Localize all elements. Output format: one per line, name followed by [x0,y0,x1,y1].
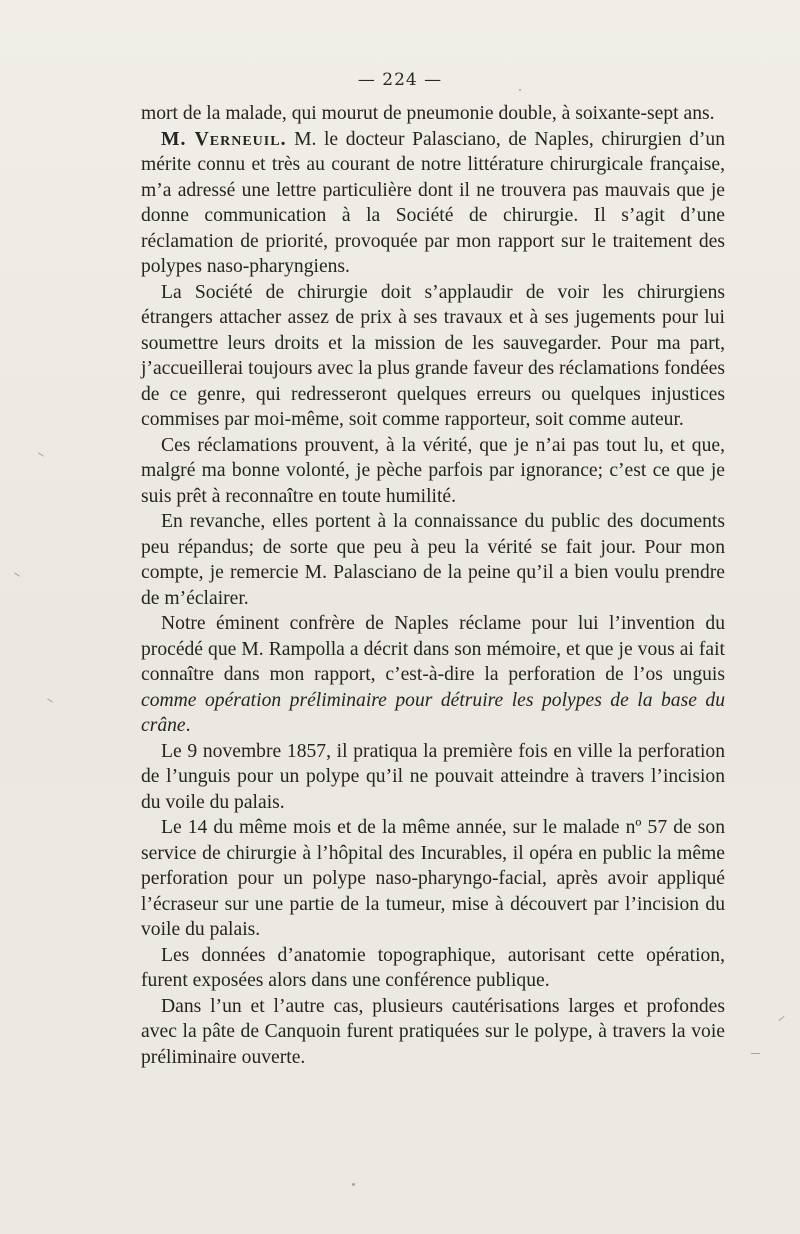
paragraph-text: Notre éminent confrère de Naples réclame pour lui l’invention du procédé que M. Rampolla a décrit dans son mémoire, et que je vous ai fait connaître dans mon rapport, c’est-à-dire la perforation de l’os unguis [141,613,725,685]
paragraph-text: Le 14 du même mois et de la même année, sur le malade nº 57 de son service de chirurgie à l’hôpital des Incurables, il opéra en public la même perforation pour un polype naso-pharyngo-facial, après avoir appliqué l’écraseur sur une partie de la tumeur, mise à découvert par l’incision du voile du palais. [141,817,725,940]
paper-speck [519,89,521,91]
margin-tick-mark [38,452,43,456]
paragraph-text: Dans l’un et l’autre cas, plusieurs cautérisations larges et profondes avec la pâte de Canquoin furent pratiquées sur le polype, à travers la voie préliminaire ouverte. [141,995,725,1068]
paragraph-9 [141,943,725,994]
paragraph-2 [141,127,725,280]
paragraph-text: Ces réclamations prouvent, à la vérité, que je n’ai pas tout lu, et que, malgré ma bonne volonté, je pèche parfois par ignorance; c’est ce que je suis prêt à reconnaître en toute humilité. [141,434,725,507]
paragraph-8 [141,815,725,943]
italic-phrase: comme opération préliminaire pour détruire les polypes de la base du crâne [141,689,725,736]
paragraph-text: Les données d’anatomie topographique, autorisant cette opération, furent exposées alors dans une conférence publique. [141,944,725,991]
paragraph-text: La Société de chirurgie doit s’applaudir de voir les chirurgiens étrangers attacher assez de prix à ses travaux et à ses jugements pour lui soumettre leurs droits et la mission de les sauvegarder. Pour ma part, j’accueillerai toujours avec la plus grande faveur des réclamations fondées de ce genre, qui redresseront quelques erreurs ou quelques injustices commises par moi-même, soit comme rapporteur, soit comme auteur. [141,281,725,430]
paragraph-4 [141,433,725,510]
speaker-name: M. Verneuil. [161,128,287,150]
paragraph-text: M. le docteur Palasciano, de Naples, chirurgien d’un mérite connu et très au courant de notre littérature chirurgicale française, m’a adressé une lettre particulière dont il ne trouvera pas mauvais que je donne communication à la Société de chirurgie. Il s’agit d’une réclamation de priorité, provoquée par mon rapport sur le traitement des polypes naso-pharyngiens. [141,128,725,277]
page-number: — 224 — [357,70,443,90]
paragraph-text: En revanche, elles portent à la connaissance du public des documents peu répandus; de sorte que peu à peu la vérité se fait jour. Pour mon compte, je remercie M. Palasciano de la peine qu’il a bien voulu prendre de m’éclairer. [141,511,725,609]
paragraph-7 [141,739,725,816]
paragraph-end: . [185,715,191,736]
margin-tick-mark [751,1053,760,1054]
body-text [141,101,725,1070]
margin-tick-mark [778,1016,784,1021]
margin-tick-mark [14,572,19,576]
paragraph-5 [141,509,725,611]
paragraph-1 [141,101,725,127]
margin-tick-mark [47,698,52,702]
paragraph-6 [141,611,725,739]
paper-speck [352,1183,355,1186]
paragraph-10 [141,994,725,1071]
paragraph-3 [141,280,725,433]
paragraph-text: Le 9 novembre 1857, il pratiqua la première fois en ville la perforation de l’unguis pour un polype qu’il ne pouvait atteindre à travers l’incision du voile du palais. [141,740,725,813]
paragraph-text: mort de la malade, qui mourut de pneumonie double, à soixante-sept ans. [141,103,715,124]
